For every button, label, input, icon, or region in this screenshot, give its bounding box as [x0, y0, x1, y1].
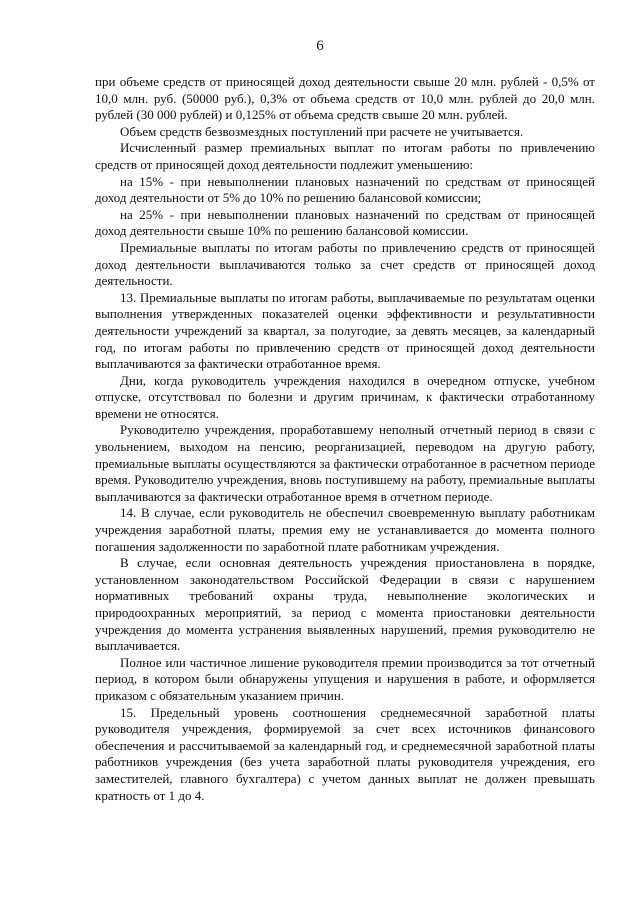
paragraph-gratuitous-receipts: Объем средств безвозмездных поступлений при расчете не учитывается. — [120, 123, 524, 139]
paragraph-income-source: Премиальные выплаты по итогам работы по привлечению средств от приносящей доход деятельности выплачиваются только за счет средств от приносящей доход деятельности. — [95, 239, 595, 289]
paragraph-clause-14: 14. В случае, если руководитель не обеспечил своевременную выплату работникам учреждения заработной платы, премия ему не устанавливается до момента полного погашения задолженности по заработной плате работникам учреждения. — [95, 505, 595, 554]
paragraph-clause-13: 13. Премиальные выплаты по итогам работы, выплачиваемые по результатам оценки выполнения утвержденных показателей оценки эффективности и результативности деятельности учреждений за квартал, за полугодие, за девять месяцев, за календарный год, по итогам работы по привлечению средств от приносящей доход деятельности выплачиваются за фактически отработанное время. — [95, 289, 595, 372]
paragraph-vacation-days: Дни, когда руководитель учреждения находился в очередном отпуске, учебном отпуске, отсутствовал по болезни и другим причинам, к фактически отработанному времени не относятся. — [95, 372, 595, 421]
paragraph-suspension: В случае, если основная деятельность учреждения приостановлена в порядке, установленном законодательством Российской Федерации в связи с нарушением нормативных требований охраны труда, невыполнение экологических и природоохранных мероприятий, за период с момента приостановки деятельности учреждения до момента устранения выявленных нарушений, премия руководителю не выплачивается. — [95, 555, 595, 654]
page-number: 6 — [316, 38, 324, 54]
paragraph-clause-15: 15. Предельный уровень соотношения среднемесячной заработной платы руководителя учреждения, формируемой за счет всех источников финансового обеспечения и рассчитываемой за календарный год, и среднемесячной заработной платы работников учреждения (без учета заработной платы руководителя учреждения, его заместителей, главного бухгалтера) с учетом данных выплат не должен превышать кратность от 1 до 4. — [95, 704, 595, 803]
paragraph-income-thresholds: при объеме средств от приносящей доход деятельности свыше 20 млн. рублей - 0,5% от 10,0 млн. руб. (50000 руб.), 0,3% от объема средств от 10,0 млн. рублей до 20,0 млн. рублей (30 000 рублей) и 0,125% от объема средств свыше 20 млн. рублей. — [95, 74, 595, 123]
paragraph-reduction-intro: Исчисленный размер премиальных выплат по итогам работы по привлечению средств от приносящей доход деятельности подлежит уменьшению: — [95, 140, 595, 172]
paragraph-reduction-25: на 25% - при невыполнении плановых назначений по средствам от приносящей доход деятельности свыше 10% по решению балансовой комиссии. — [95, 206, 595, 239]
paragraph-bonus-deprivation: Полное или частичное лишение руководителя премии производится за тот отчетный период, в котором были обнаружены упущения и нарушения в работе, и оформляется приказом с обязательным указанием причин. — [95, 654, 595, 703]
paragraph-reduction-15: на 15% - при невыполнении плановых назначений по средствам от приносящей доход деятельности от 5% до 10% по решению балансовой комиссии; — [95, 173, 595, 206]
paragraph-partial-period: Руководителю учреждения, проработавшему неполный отчетный период в связи с увольнением, выходом на пенсию, реорганизацией, переводом на другую работу, премиальные выплаты осуществляются за фактически отработанное в расчетном периоде время. Руководителю учреждения, вновь поступившему на работу, премиальные выплаты выплачиваются за фактически отработанное время в отчетном периоде. — [95, 422, 595, 504]
document-body — [95, 74, 595, 804]
